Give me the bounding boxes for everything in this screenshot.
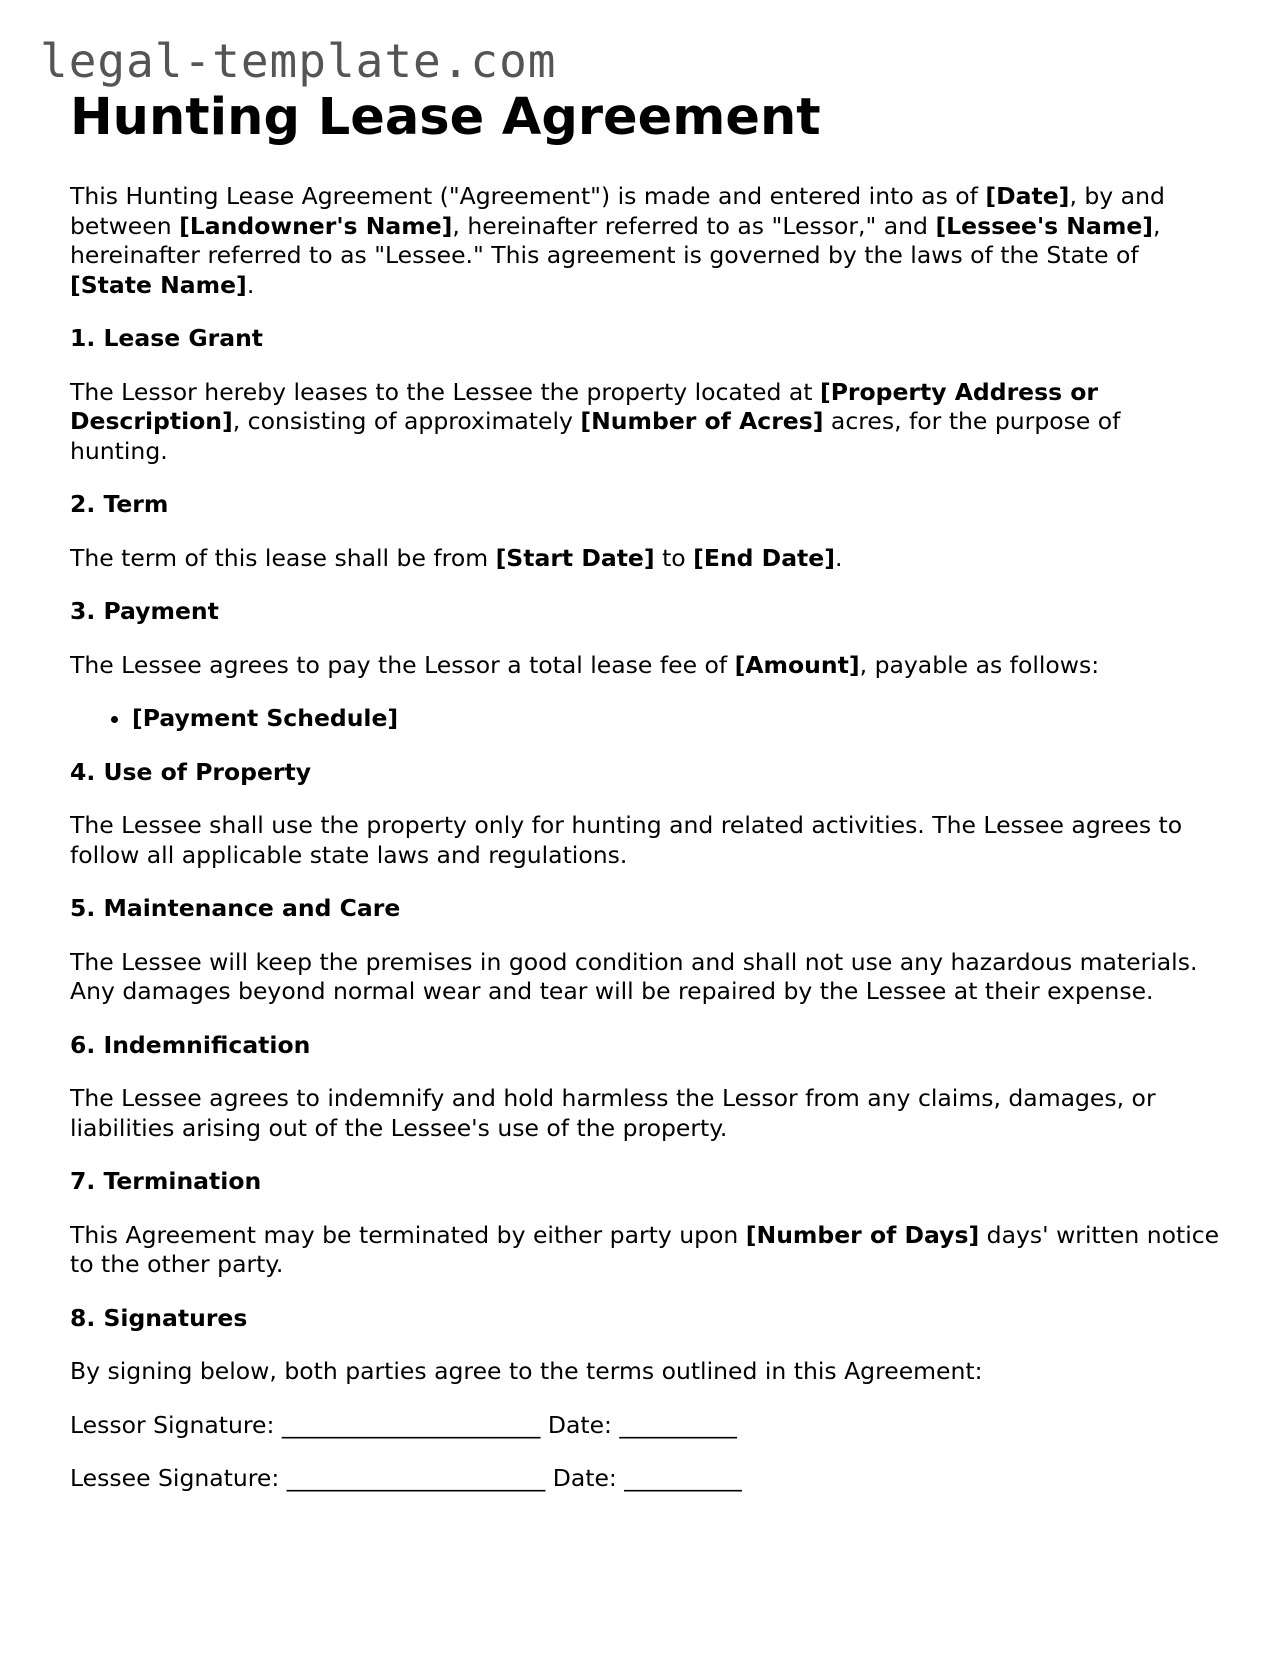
section-heading-lease-grant: 1. Lease Grant <box>70 324 264 352</box>
lease-grant-text: The Lessor hereby leases to the Lessee the property located at <box>70 377 820 406</box>
term-paragraph <box>70 544 1220 574</box>
state-placeholder: [State Name] <box>70 270 247 299</box>
intro-text: , hereinafter referred to as "Lessee." This agreement is governed by the laws of the State of <box>70 211 1161 269</box>
date-placeholder: [Date] <box>985 182 1070 210</box>
payment-text: , payable as follows: <box>859 650 1100 679</box>
section-heading-term: 2. Term <box>70 490 169 518</box>
lessee-placeholder: [Lessee's Name] <box>935 211 1153 240</box>
watermark: legal-template.com <box>40 34 557 88</box>
payment-list <box>70 704 1220 734</box>
document-title: Hunting Lease Agreement <box>70 88 821 147</box>
intro-paragraph <box>70 182 1220 300</box>
termination-text: days' written notice to the other party. <box>70 1220 1220 1278</box>
term-text: The term of this lease shall be from <box>70 543 496 572</box>
document <box>70 88 1220 1518</box>
landowner-placeholder: [Landowner's Name] <box>179 211 453 240</box>
section-heading-termination: 7. Termination <box>70 1167 262 1195</box>
section-heading-payment: 3. Payment <box>70 597 219 625</box>
lessor-signature-line: Lessor Signature: ______________________ Date: __________ <box>70 1410 737 1439</box>
lease-grant-text: acres, for the purpose of hunting. <box>70 407 1121 465</box>
payment-paragraph <box>70 651 1220 681</box>
lease-grant-text: , consisting of approximately <box>232 407 581 435</box>
amount-placeholder: [Amount] <box>734 650 860 679</box>
signatures-paragraph: By signing below, both parties agree to the terms outlined in this Agreement: <box>70 1357 983 1385</box>
intro-text: . <box>246 270 255 299</box>
section-heading-maintenance: 5. Maintenance and Care <box>70 894 401 922</box>
maintenance-paragraph: The Lessee will keep the premises in good condition and shall not use any hazardous materials. Any damages beyond normal wear and tear will be repaired by the Lessee at their expense. <box>70 947 1198 1005</box>
days-placeholder: [Number of Days] <box>745 1220 980 1249</box>
section-heading-use-of-property: 4. Use of Property <box>70 757 312 786</box>
term-text: to <box>654 543 694 572</box>
term-text: . <box>834 543 843 572</box>
intro-text: This Hunting Lease Agreement ("Agreement") is made and entered into as of <box>70 182 986 210</box>
lease-grant-paragraph <box>70 378 1220 467</box>
termination-paragraph <box>70 1221 1220 1280</box>
termination-text: This Agreement may be terminated by either party upon <box>70 1220 746 1249</box>
section-heading-signatures: 8. Signatures <box>70 1303 248 1332</box>
intro-text: , by and between <box>70 182 1165 240</box>
payment-schedule-item: • [Payment Schedule] <box>132 704 1220 734</box>
use-of-property-paragraph: The Lessee shall use the property only for hunting and related activities. The Lessee agrees to follow all applicable state laws and regulations. <box>70 811 1183 869</box>
end-date-placeholder: [End Date] <box>693 543 835 572</box>
acres-placeholder: [Number of Acres] <box>580 407 824 435</box>
start-date-placeholder: [Start Date] <box>495 543 655 572</box>
section-heading-indemnification: 6. Indemnification <box>70 1030 311 1059</box>
address-placeholder: [Property Address or Description] <box>70 377 1098 435</box>
payment-text: The Lessee agrees to pay the Lessor a total lease fee of <box>70 650 735 679</box>
intro-text: , hereinafter referred to as "Lessor," and <box>452 211 936 240</box>
indemnification-paragraph: The Lessee agrees to indemnify and hold harmless the Lessor from any claims, damages, or liabilities arising out of the Lessee's use of the property. <box>70 1084 1156 1142</box>
lessee-signature-line: Lessee Signature: ______________________ Date: __________ <box>70 1464 742 1492</box>
